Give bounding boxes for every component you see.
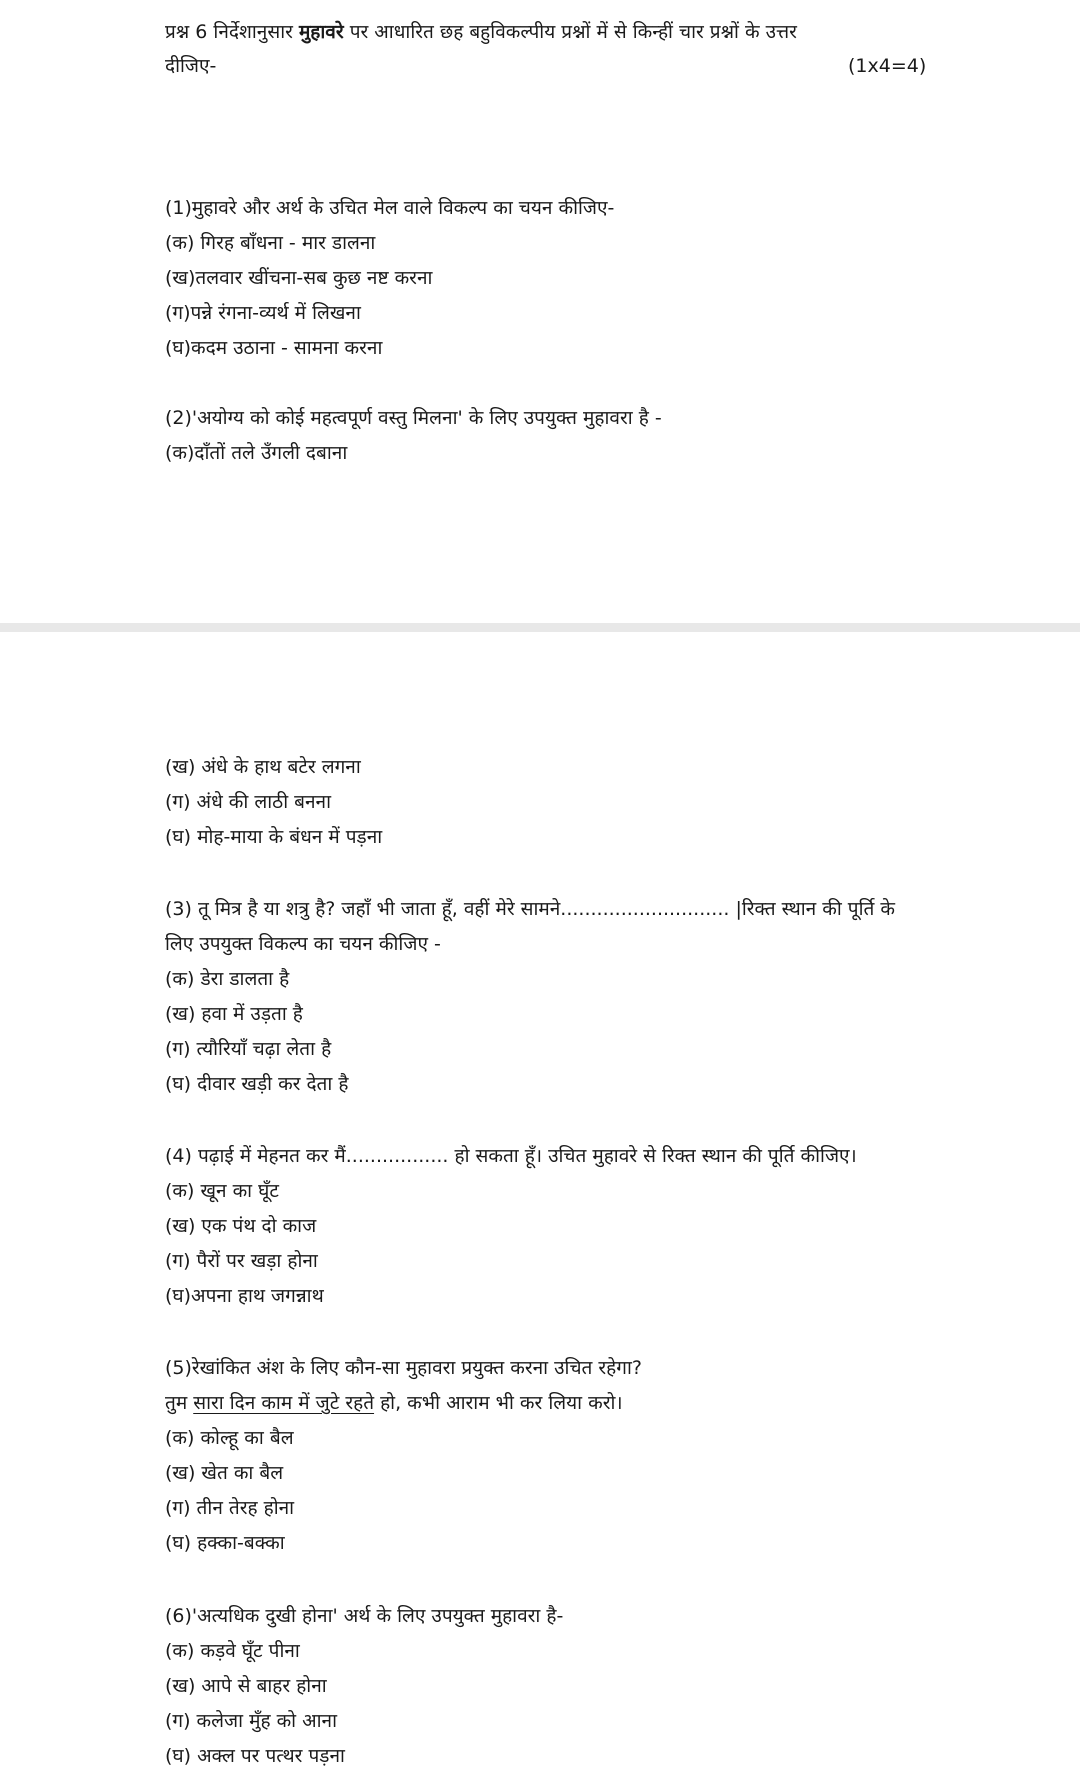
page-divider	[0, 623, 1080, 632]
question-4: (4) पढ़ाई में मेहनत कर मैं................. हो सकता हूँ। उचित मुहावरे से रिक्त स्थान की पूर्ति कीजिए।	[165, 1145, 857, 1167]
instruction-text-2: पर आधारित छह बहुविकल्पीय प्रश्नों में से किन्हीं चार प्रश्नों के उत्तर	[343, 21, 797, 43]
q1-option-ka: (क) गिरह बाँधना - मार डालना	[165, 232, 376, 254]
q1-option-gha: (घ)कदम उठाना - सामना करना	[165, 337, 383, 359]
q3-option-ka: (क) डेरा डालता है	[165, 968, 290, 990]
q2-option-kha: (ख) अंधे के हाथ बटेर लगना	[165, 756, 361, 778]
instruction-keyword: मुहावरे	[298, 21, 344, 43]
instruction-text-1: प्रश्न 6 निर्देशानुसार	[165, 21, 299, 43]
question-1: (1)मुहावरे और अर्थ के उचित मेल वाले विकल्प का चयन कीजिए-	[165, 197, 615, 219]
q6-option-gha: (घ) अक्ल पर पत्थर पड़ना	[165, 1745, 345, 1767]
q3-option-kha: (ख) हवा में उड़ता है	[165, 1003, 303, 1025]
q2-option-gha: (घ) मोह-माया के बंधन में पड़ना	[165, 826, 383, 848]
question-3-line2: लिए उपयुक्त विकल्प का चयन कीजिए -	[165, 933, 441, 955]
q4-option-ka: (क) खून का घूँट	[165, 1180, 279, 1202]
q5-option-kha: (ख) खेत का बैल	[165, 1462, 284, 1484]
q4-option-kha: (ख) एक पंथ दो काज	[165, 1215, 317, 1237]
q5-underlined-phrase: सारा दिन काम में जुटे रहते	[193, 1392, 375, 1414]
question-5: (5)रेखांकित अंश के लिए कौन-सा मुहावरा प्रयुक्त करना उचित रहेगा?	[165, 1357, 642, 1379]
q5-sentence	[165, 1390, 623, 1416]
q4-option-gha: (घ)अपना हाथ जगन्नाथ	[165, 1285, 324, 1307]
question-6: (6)'अत्यधिक दुखी होना' अर्थ के लिए उपयुक्त मुहावरा है-	[165, 1605, 564, 1627]
q2-option-ga: (ग) अंधे की लाठी बनना	[165, 791, 332, 813]
q5-option-gha: (घ) हक्का-बक्का	[165, 1532, 285, 1554]
q5-option-ga: (ग) तीन तेरह होना	[165, 1497, 295, 1519]
instruction-heading	[165, 19, 797, 45]
q2-option-ka: (क)दाँतों तले उँगली दबाना	[165, 442, 348, 464]
q6-option-ga: (ग) कलेजा मुँह को आना	[165, 1710, 338, 1732]
q5-sentence-post: हो, कभी आराम भी कर लिया करो।	[374, 1392, 623, 1414]
q5-sentence-pre: तुम	[165, 1392, 194, 1414]
q1-option-kha: (ख)तलवार खींचना-सब कुछ नष्ट करना	[165, 267, 433, 289]
q1-option-ga: (ग)पन्ने रंगना-व्यर्थ में लिखना	[165, 302, 361, 324]
q6-option-kha: (ख) आपे से बाहर होना	[165, 1675, 327, 1697]
instruction-line2: दीजिए-	[165, 55, 217, 77]
q6-option-ka: (क) कड़वे घूँट पीना	[165, 1640, 300, 1662]
q5-option-ka: (क) कोल्हू का बैल	[165, 1427, 294, 1449]
q4-option-ga: (ग) पैरों पर खड़ा होना	[165, 1250, 318, 1272]
q3-option-ga: (ग) त्यौरियाँ चढ़ा लेता है	[165, 1038, 332, 1060]
question-3-line1: (3) तू मित्र है या शत्रु है? जहाँ भी जाता हूँ, वहीं मेरे सामने............................ |रिक्त स्थान की पूर्ति के	[165, 898, 895, 920]
q3-option-gha: (घ) दीवार खड़ी कर देता है	[165, 1073, 349, 1095]
marks-label: (1x4=4)	[848, 55, 927, 77]
question-2: (2)'अयोग्य को कोई महत्वपूर्ण वस्तु मिलना' के लिए उपयुक्त मुहावरा है -	[165, 407, 662, 429]
